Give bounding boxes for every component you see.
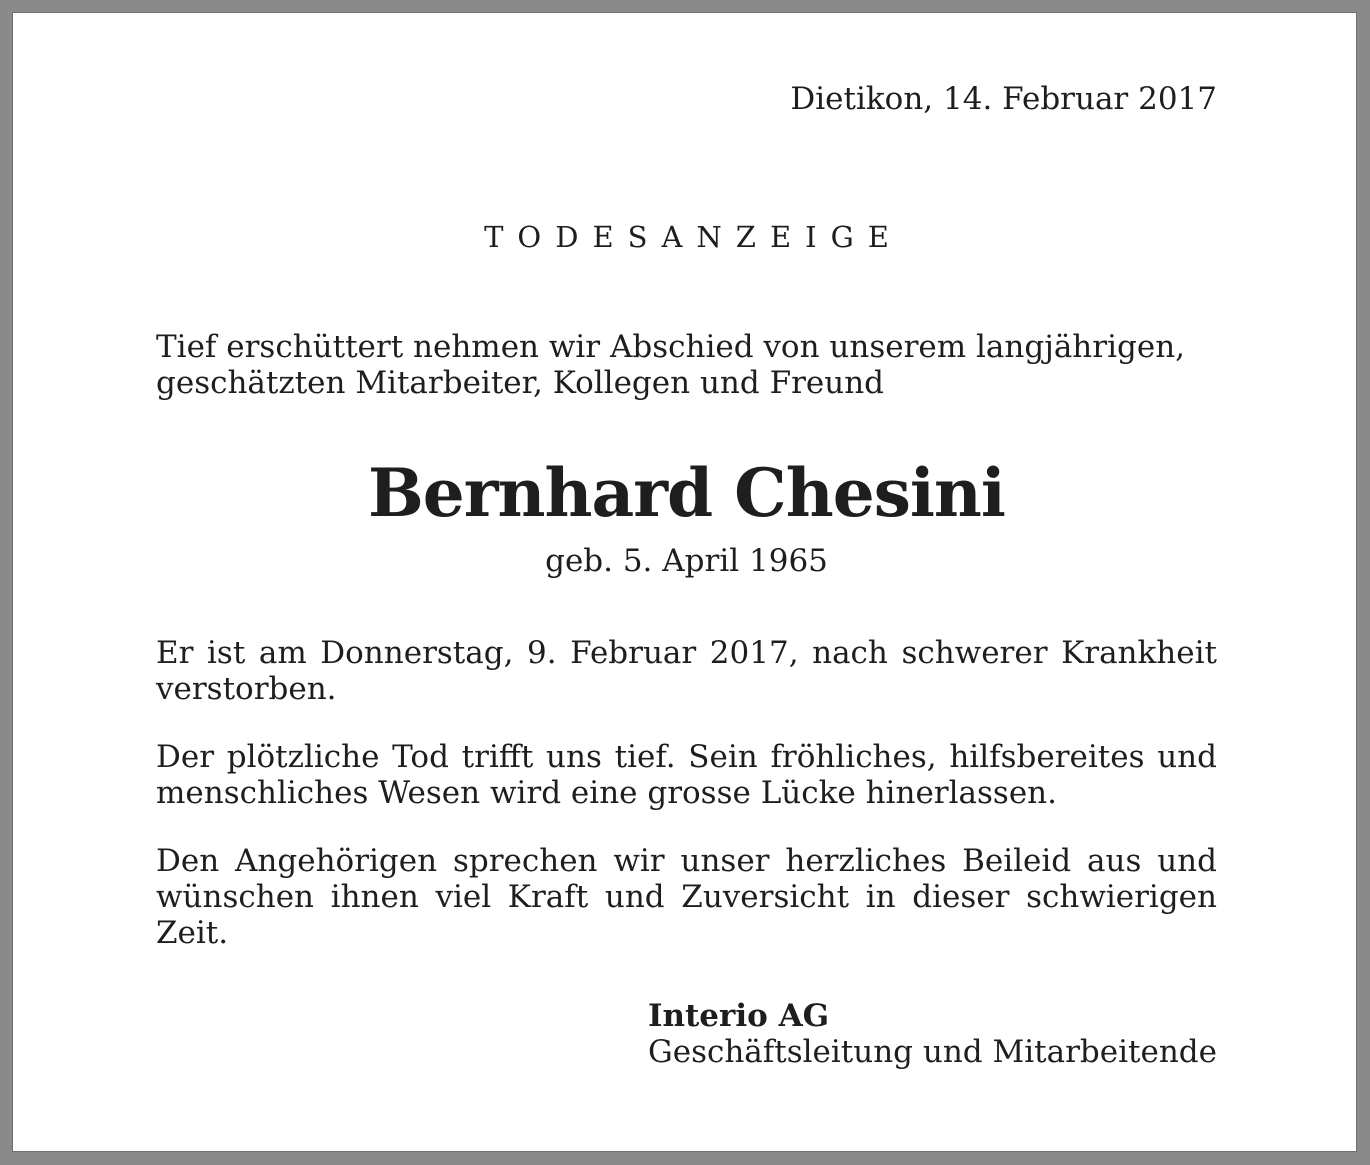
obituary-page xyxy=(12,12,1357,1152)
deceased-name: Bernhard Chesini xyxy=(368,454,1005,532)
paragraph-line: verstorben. xyxy=(156,671,337,707)
paragraph-condolences xyxy=(156,843,1217,951)
paragraph-line: menschliches Wesen wird eine grosse Lücke hinerlassen. xyxy=(156,775,1057,811)
birth-date: geb. 5. April 1965 xyxy=(545,543,828,579)
paragraph-line: Zeit. xyxy=(156,915,229,951)
signature-department: Geschäftsleitung und Mitarbeitende xyxy=(647,1034,1217,1070)
paragraph-death xyxy=(156,635,1217,707)
notice-heading: TODESANZEIGE xyxy=(484,220,903,254)
paragraph-tribute xyxy=(156,739,1217,811)
notice-date: Dietikon, 14. Februar 2017 xyxy=(790,81,1217,117)
intro-text xyxy=(156,329,1217,401)
paragraph-line: Den Angehörigen sprechen wir unser herzliches Beileid aus und xyxy=(156,843,1217,879)
paragraph-line: wünschen ihnen viel Kraft und Zuversicht in dieser schwierigen xyxy=(156,879,1217,915)
paragraph-line: Der plötzliche Tod trifft uns tief. Sein fröhliches, hilfsbereites und xyxy=(156,739,1217,775)
signature-block xyxy=(648,998,1217,1070)
intro-line: geschätzten Mitarbeiter, Kollegen und Freund xyxy=(156,365,885,401)
paragraph-line: Er ist am Donnerstag, 9. Februar 2017, nach schwerer Krankheit xyxy=(156,635,1217,671)
intro-line: Tief erschüttert nehmen wir Abschied von unserem langjährigen, xyxy=(156,329,1186,365)
company-name: Interio AG xyxy=(647,998,830,1034)
